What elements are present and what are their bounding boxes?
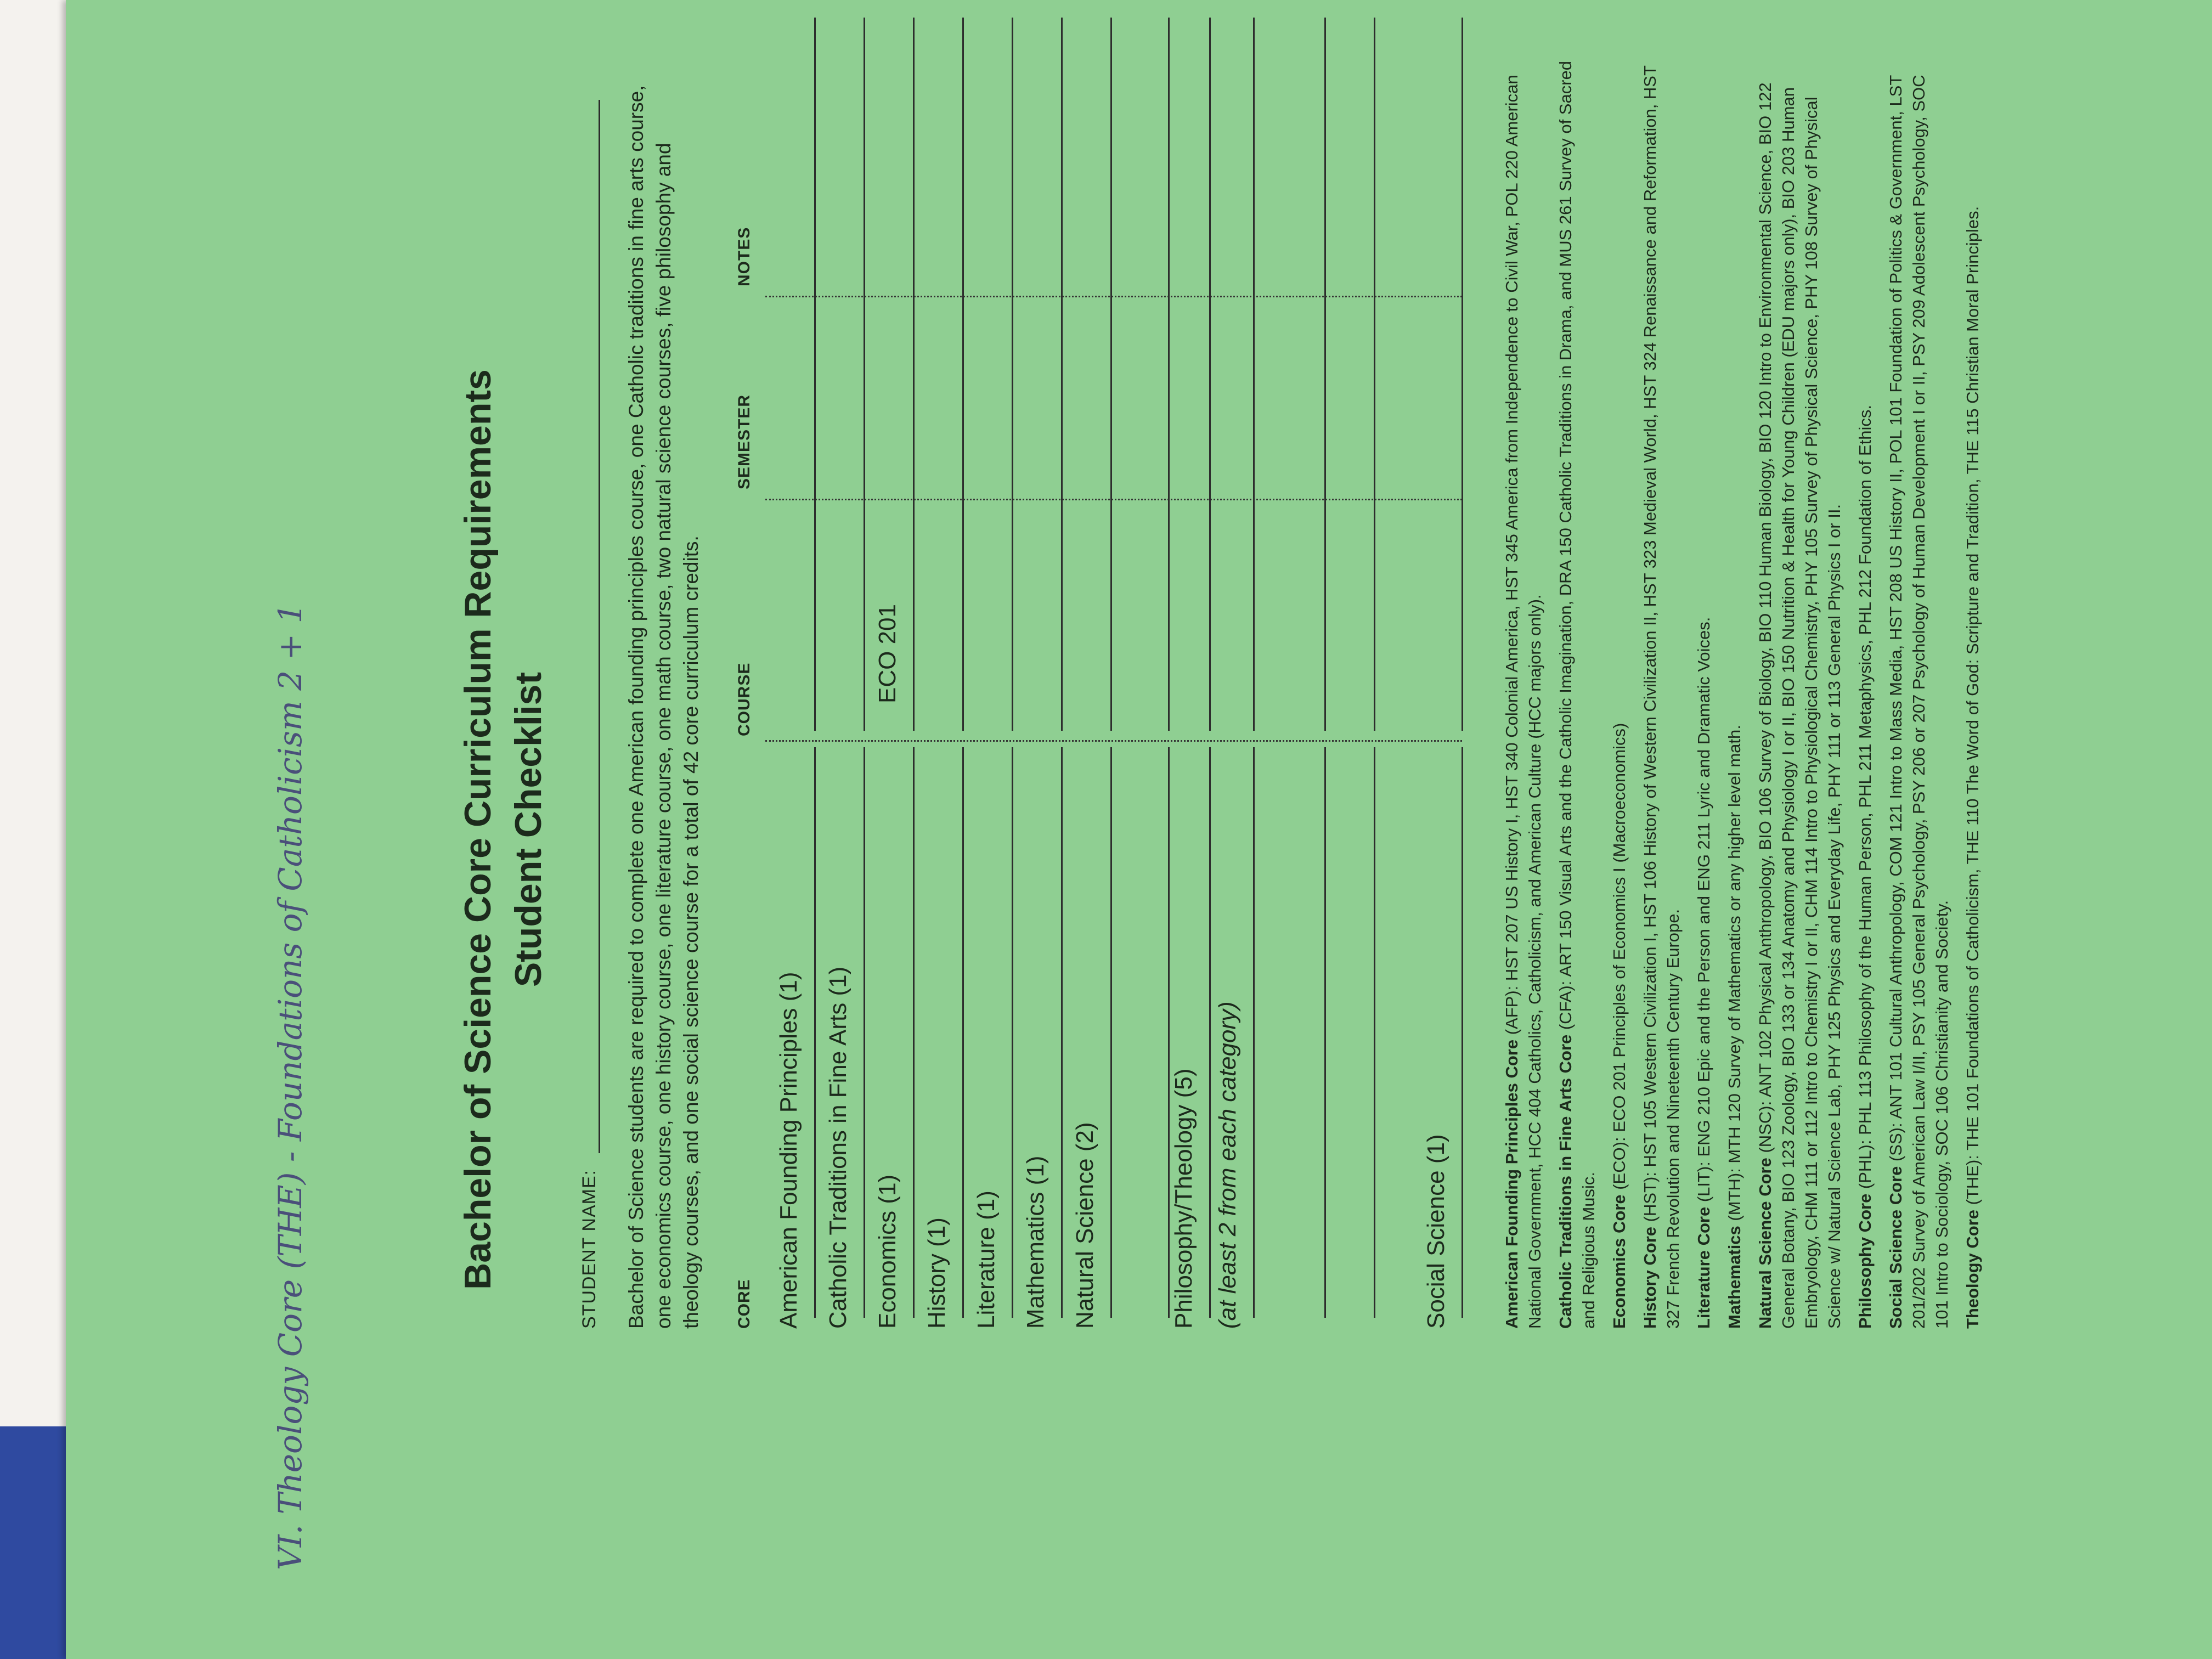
table-row bbox=[1204, 23, 1255, 1329]
course-list-paragraph bbox=[1500, 45, 1547, 1329]
row-underline-entry bbox=[1374, 18, 1375, 731]
row-label: Economics (1) bbox=[874, 1174, 901, 1329]
course-list-heading: Social Science Core bbox=[1886, 1166, 1905, 1329]
course-list-paragraph bbox=[1692, 45, 1716, 1329]
course-list-text: (HST): HST 105 Western Civilization I, HST 106 History of Western Civilization II, HST 323 Medieval World, HST 324 Renaissance and Reformation, HST 327 French Revolution and Nineteenth Century Europe. bbox=[1640, 65, 1683, 1329]
course-list-heading: Catholic Traditions in Fine Arts Core bbox=[1556, 1034, 1575, 1329]
student-name-label: STUDENT NAME: bbox=[579, 1169, 600, 1329]
student-name-field[interactable] bbox=[599, 100, 600, 1153]
course-list-heading: Philosophy Core bbox=[1855, 1193, 1875, 1329]
course-list-paragraph bbox=[1754, 45, 1846, 1329]
row-course[interactable]: ECO 201 bbox=[874, 604, 901, 703]
row-label: Catholic Traditions in Fine Arts (1) bbox=[825, 966, 851, 1329]
row-underline-core bbox=[1374, 747, 1375, 1318]
table-row bbox=[913, 23, 964, 1329]
row-underline-core bbox=[1110, 747, 1112, 1318]
title-line-2: Student Checklist bbox=[507, 672, 549, 988]
course-list-heading: Economics Core bbox=[1610, 1194, 1629, 1329]
course-list-text: (MTH): MTH 120 Survey of Mathematics or any higher level math. bbox=[1725, 725, 1744, 1226]
column-header-course: COURSE bbox=[735, 662, 753, 736]
course-list-paragraph bbox=[1723, 45, 1746, 1329]
course-list-heading: Theology Core bbox=[1963, 1209, 1982, 1329]
column-header-notes: NOTES bbox=[735, 227, 753, 286]
course-list-paragraph bbox=[1854, 45, 1877, 1329]
title-line-1: Bachelor of Science Core Curriculum Requirements bbox=[457, 369, 499, 1290]
course-list-text: (ECO): ECO 201 Principles of Economics I (Macroeconomics) bbox=[1610, 723, 1629, 1195]
checklist-page bbox=[272, 34, 2082, 1625]
row-underline-entry bbox=[1110, 18, 1112, 731]
column-header-core: CORE bbox=[735, 1279, 753, 1329]
course-list-text: (LIT): ENG 210 Epic and the Person and ENG 211 Lyric and Dramatic Voices. bbox=[1694, 617, 1713, 1207]
course-list-heading: Natural Science Core bbox=[1756, 1158, 1775, 1329]
course-list-text: (SS): ANT 101 Cultural Anthropology, COM 121 Intro to Mass Media, HST 208 US History II, POL 101 Foundation of Politics & Government, LST 201/202 Survey of American Law I/II, PSY 105 General Psychology, PSY 206 or 207 Psychology of Human Development I or II, PSY 209 Adolescent Psychology, SOC 101 Intro to Sociology, SOC 106 Christianity and Society. bbox=[1886, 75, 1951, 1329]
course-list-paragraph bbox=[1884, 45, 1954, 1329]
course-list-text: (NSC): ANT 102 Physical Anthropology, BIO 106 Survey of Biology, BIO 110 Human Biology, BIO 120 Intro to Environmental Science, BIO 122 General Botany, BIO 123 Zoology, BIO 133 or 134 Anatomy and Physiology I or II, BIO 150 Nutrition & Health for Young Children (EDU majors only), BIO 203 Human Embryology, CHM 111 or 112 Intro to Chemistry I or II, CHM 114 Intro to Physiological Chemistry, PHY 105 Survey of Physical Science, PHY 108 Survey of Physical Science w/ Natural Science Lab, PHY 125 Physics and Everyday Life, PHY 111 or 113 General Physics I or II. bbox=[1756, 82, 1844, 1329]
course-list-heading: Mathematics bbox=[1725, 1226, 1744, 1329]
row-label: Philosophy/Theology (5) bbox=[1170, 1068, 1197, 1329]
row-label: Literature (1) bbox=[973, 1190, 1000, 1329]
row-underline-core bbox=[1462, 747, 1463, 1318]
course-list-text: (CFA): ART 150 Visual Arts and the Catholic Imagination, DRA 150 Catholic Traditions in Drama, and MUS 261 Survey of Sacred and Religious Music. bbox=[1556, 60, 1598, 1329]
course-list-text: (PHL): PHL 113 Philosophy of the Human Person, PHL 211 Metaphysics, PHL 212 Foundation of Ethics. bbox=[1855, 405, 1875, 1194]
row-label: (at least 2 from each category) bbox=[1214, 1001, 1241, 1329]
course-list-paragraph bbox=[1608, 45, 1631, 1329]
row-underline-core bbox=[1253, 747, 1255, 1318]
course-list-text: (THE): THE 101 Foundations of Catholicism, THE 110 The Word of God: Scripture and Tradition, THE 115 Christian Moral Principles. bbox=[1963, 206, 1982, 1210]
green-checklist-sheet bbox=[66, 0, 2212, 1659]
row-label: Mathematics (1) bbox=[1022, 1155, 1049, 1329]
table-row bbox=[765, 23, 816, 1329]
course-lists bbox=[1500, 45, 1992, 1329]
course-list-paragraph bbox=[1554, 45, 1600, 1329]
intro-paragraph: Bachelor of Science students are required to complete one American founding principles course, one Catholic traditions in fine arts course, one economics course, one history course, one literature course, one math course, two natural science courses, five philosophy and theology courses, and one social science course for a total of 42 core curriculum credits. bbox=[625, 85, 702, 1329]
table-row bbox=[815, 23, 865, 1329]
course-list-text: (AFP): HST 207 US History I, HST 340 Colonial America, HST 345 America from Independence to Civil War, POL 220 American National Government, HCC 404 Catholics, Catholicism, and American Culture (HCC majors only). bbox=[1502, 75, 1544, 1329]
column-header-semester: SEMESTER bbox=[735, 394, 753, 489]
row-underline-entry bbox=[1253, 18, 1255, 731]
table-row bbox=[1413, 23, 1463, 1329]
row-label: History (1) bbox=[923, 1217, 950, 1329]
table-row bbox=[1062, 23, 1112, 1329]
handwritten-note: VI. Theology Core (THE) - Foundations of Catholicism 2 + 1 bbox=[272, 603, 309, 1570]
table-row bbox=[1160, 23, 1211, 1329]
page-title bbox=[453, 34, 554, 1625]
table-row bbox=[963, 23, 1013, 1329]
table-row bbox=[1012, 23, 1063, 1329]
row-label: Natural Science (2) bbox=[1071, 1122, 1098, 1329]
course-list-heading: American Founding Principles Core bbox=[1502, 1039, 1521, 1329]
row-label: Social Science (1) bbox=[1423, 1134, 1449, 1329]
course-list-heading: History Core bbox=[1640, 1226, 1660, 1329]
course-list-paragraph bbox=[1639, 45, 1685, 1329]
row-label: American Founding Principles (1) bbox=[775, 972, 802, 1329]
table-row bbox=[1325, 23, 1375, 1329]
course-list-heading: Literature Core bbox=[1694, 1206, 1713, 1329]
course-list-paragraph bbox=[1961, 45, 1984, 1329]
row-underline-entry bbox=[1462, 18, 1463, 731]
table-row bbox=[864, 23, 915, 1329]
table-row bbox=[1276, 23, 1326, 1329]
